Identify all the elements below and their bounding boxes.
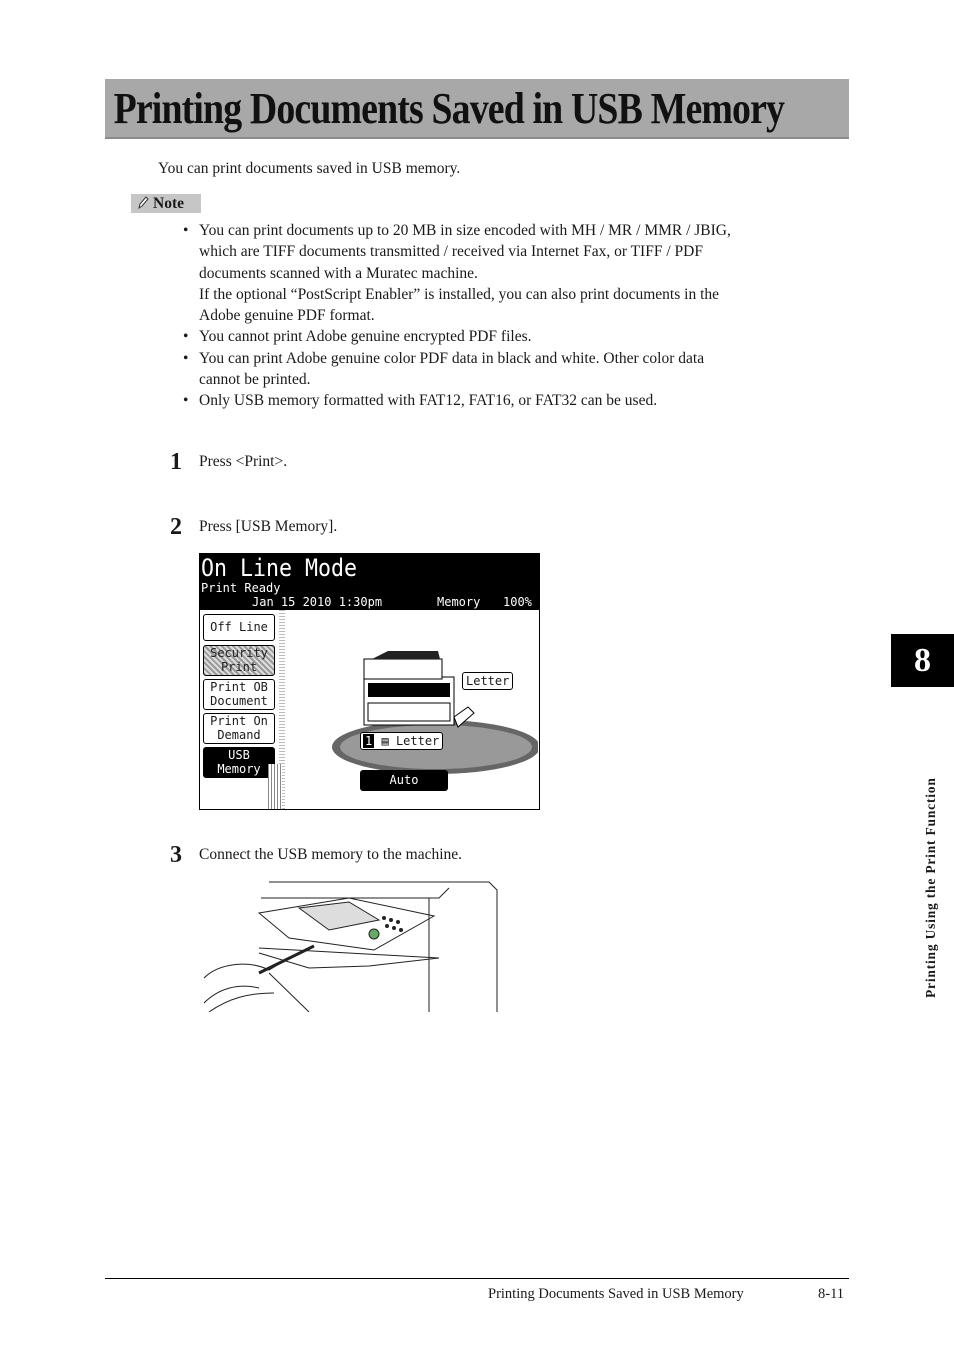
note-line: You cannot print Adobe genuine encrypted PDF files.	[199, 328, 532, 346]
print-on-demand-button[interactable]: Print On Demand	[203, 713, 275, 744]
print-ob-document-button[interactable]: Print OB Document	[203, 679, 275, 710]
note-item	[183, 390, 853, 411]
lcd-screenshot	[199, 553, 540, 810]
lcd-status: Print Ready	[201, 581, 281, 595]
note-line: Only USB memory formatted with FAT12, FAT16, or FAT32 can be used.	[199, 392, 658, 410]
usb-memory-button[interactable]: USB Memory	[203, 747, 275, 778]
note-line: You can print Adobe genuine color PDF data in black and white. Other color data	[199, 349, 705, 367]
usb-connection-illustration	[199, 878, 501, 1012]
step-number: 1	[170, 449, 182, 475]
lcd-divider-shadow	[268, 764, 282, 809]
tray-paper: Letter	[395, 734, 440, 748]
chapter-label: Printing Using the Print Function	[923, 777, 938, 998]
lcd-header	[200, 554, 539, 610]
pencil-icon	[136, 196, 150, 210]
footer-divider	[105, 1278, 849, 1279]
lcd-mode-title: On Line Mode	[201, 554, 358, 582]
note-line: You can print documents up to 20 MB in size encoded with MH / MR / MMR / JBIG,	[199, 222, 731, 239]
step-text: Press [USB Memory].	[199, 518, 338, 535]
note-line: cannot be printed.	[199, 371, 311, 389]
step-number: 3	[170, 842, 182, 868]
paper-size-label[interactable]: Letter	[462, 672, 513, 690]
note-list	[183, 220, 853, 412]
off-line-button[interactable]: Off Line	[203, 614, 275, 641]
lcd-memory-label: Memory	[437, 595, 481, 609]
bullet: •	[183, 328, 189, 346]
note-item	[183, 220, 853, 326]
tray-label[interactable]	[360, 732, 443, 750]
page-number: 8-11	[818, 1286, 845, 1302]
page-title-bar	[105, 79, 849, 139]
bullet: •	[183, 349, 189, 367]
lcd-memory-value: 100%	[503, 595, 532, 609]
step-number: 2	[170, 514, 182, 540]
machine-icon	[328, 647, 538, 777]
note-line: which are TIFF documents transmitted / received via Internet Fax, or TIFF / PDF	[199, 243, 703, 261]
auto-button[interactable]: Auto	[360, 770, 448, 791]
step-text: Press <Print>.	[199, 453, 288, 470]
note-item	[183, 326, 853, 347]
tray-icon: ▤	[381, 734, 389, 748]
note-line: Adobe genuine PDF format.	[199, 307, 375, 325]
lcd-datetime: Jan 15 2010 1:30pm	[252, 595, 383, 609]
page-title: Printing Documents Saved in USB Memory	[113, 84, 785, 133]
note-label: Note	[153, 195, 184, 212]
step-text: Connect the USB memory to the machine.	[199, 846, 463, 863]
intro-text: You can print documents saved in USB memory.	[158, 160, 461, 177]
footer-title: Printing Documents Saved in USB Memory	[488, 1286, 744, 1302]
note-badge	[131, 194, 201, 213]
tray-number: 1	[365, 734, 373, 748]
security-print-button[interactable]: Security Print	[203, 645, 275, 676]
note-line: If the optional “PostScript Enabler” is installed, you can also print documents in the	[199, 285, 719, 303]
bullet: •	[183, 392, 189, 410]
note-line: documents scanned with a Muratec machine.	[199, 264, 478, 282]
bullet: •	[183, 222, 189, 239]
note-item	[183, 348, 853, 391]
chapter-tab: 8	[891, 634, 954, 687]
